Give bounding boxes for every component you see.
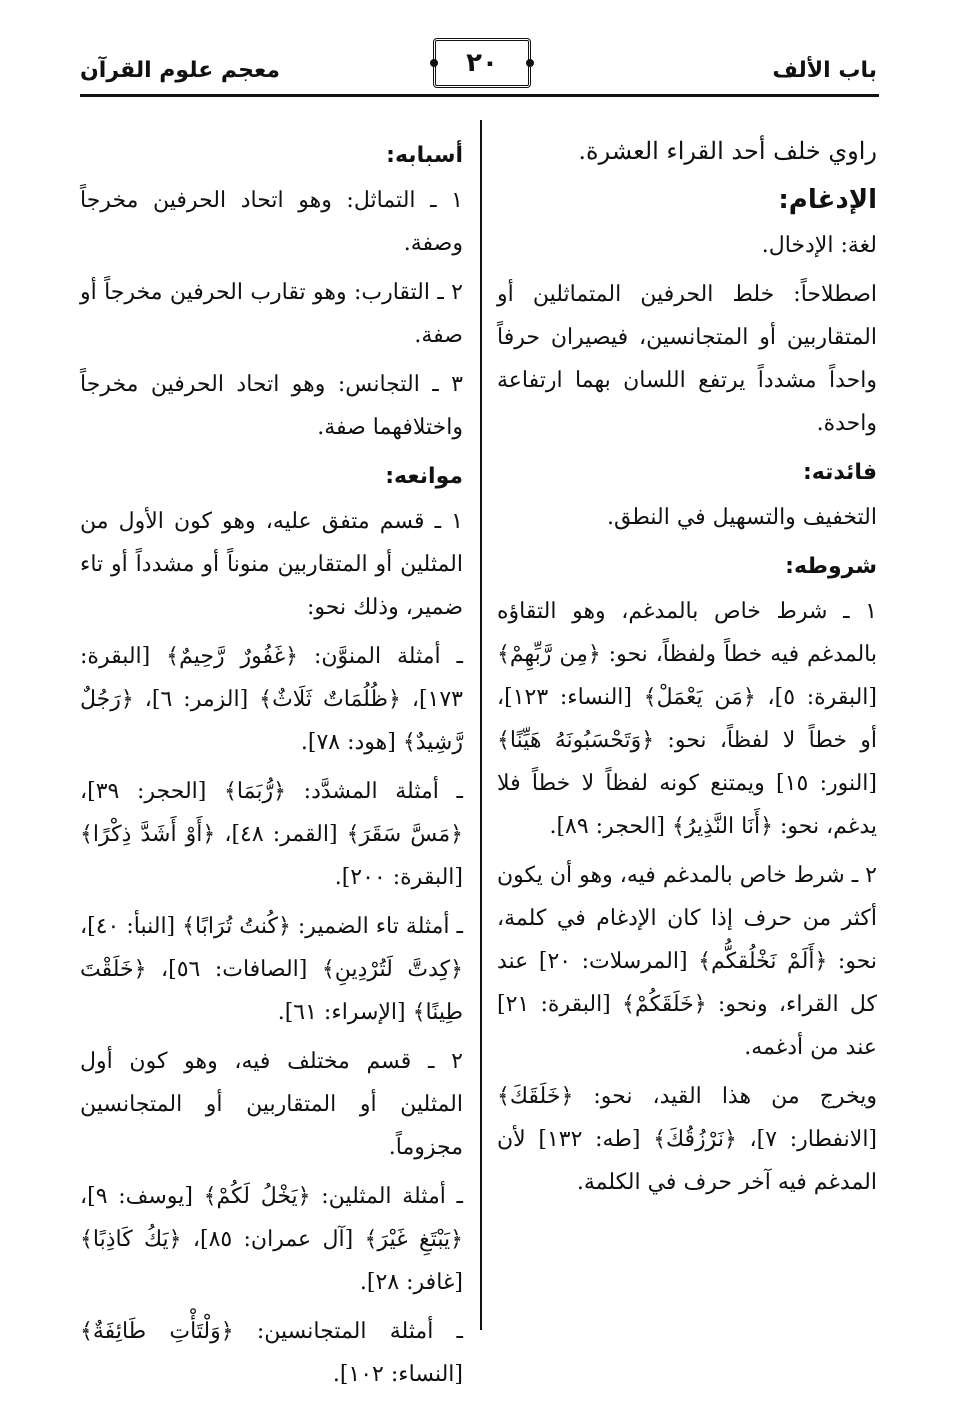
heading-asbab: أسبابه: bbox=[386, 143, 463, 168]
heading-idgham: الإدغام: bbox=[778, 185, 877, 215]
paragraph-qism-1: ١ ـ قسم متفق عليه، وهو كون الأول من المثلين أو المتقاربين منوناً أو مشدداً أو تاء ضمير، وذلك نحو: bbox=[80, 509, 463, 620]
paragraph-mutajanisayn-examples: ـ أمثلة المتجانسين: ﴿وَلْتَأْتِ طَائِفَةٌ﴾ [النساء: ١٠٢]. bbox=[80, 1319, 463, 1387]
paragraph-shart-2: ٢ ـ شرط خاص بالمدغم فيه، وهو أن يكون أكثر من حرف إذا كان الإدغام في كلمة، نحو: ﴿أَلَمْ نَخْلُقكُّم﴾ [المرسلات: ٢٠] عند كل القراء، ونحو: ﴿خَلَقَكُمْ﴾ [البقرة: ٢١] عند من أدغمه. bbox=[497, 863, 878, 1060]
paragraph-mithlayn-examples: ـ أمثلة المثلين: ﴿يَخْلُ لَكُمْ﴾ [يوسف: ٩]، ﴿يَبْتَغِ غَيْرَ﴾ [آل عمران: ٨٥]، ﴿يَكُ كَاذِبًا﴾ [غافر: ٢٨]. bbox=[80, 1184, 463, 1295]
paragraph-tadamir-examples: ـ أمثلة تاء الضمير: ﴿كُنتُ تُرَابًا﴾ [النبأ: ٤٠]، ﴿كِدتَّ لَتُرْدِينِ﴾ [الصافات: ٥٦]، ﴿خَلَقْتَ طِينًا﴾ [الإسراء: ٦١]. bbox=[80, 914, 463, 1025]
right-column bbox=[497, 130, 877, 1210]
heading-shurut: شروطه: bbox=[785, 554, 877, 579]
paragraph-yakhruj: ويخرج من هذا القيد، نحو: ﴿خَلَقَكَ﴾ [الانفطار: ٧]، ﴿نَرْزُقُكَ﴾ [طه: ١٣٢] لأن المدغم فيه آخر حرف في الكلمة. bbox=[497, 1084, 878, 1195]
paragraph-munawwan-examples: ـ أمثلة المنوَّن: ﴿غَفُورٌ رَّحِيمٌ﴾ [البقرة: ١٧٣]، ﴿ظُلُمَاتٌ ثَلَاثٌ﴾ [الزمر: ٦]، ﴿رَجُلٌ رَّشِيدٌ﴾ [هود: ٧٨]. bbox=[80, 644, 463, 755]
page-number: ٢٠ bbox=[433, 38, 531, 88]
paragraph-istilah: اصطلاحاً: خلط الحرفين المتماثلين أو المتقاربين أو المتجانسين، فيصيران حرفاً واحداً مشدداً يرتفع اللسان بهما ارتفاعة واحدة. bbox=[497, 282, 877, 436]
paragraph-tajanus: ٣ ـ التجانس: وهو اتحاد الحرفين مخرجاً واختلافهما صفة. bbox=[80, 372, 463, 440]
heading-faida: فائدته: bbox=[802, 460, 877, 485]
paragraph-shart-1: ١ ـ شرط خاص بالمدغم، وهو التقاؤه بالمدغم فيه خطاً ولفظاً، نحو: ﴿مِن رَّبِّهِمْ﴾ [البقرة: ٥]، ﴿مَن يَعْمَلْ﴾ [النساء: ١٢٣]، أو خطاً لا لفظاً، نحو: ﴿وَتَحْسَبُونَهُ هَيِّنًا﴾ [النور: ١٥] ويمتنع كونه لفظاً لا خطاً فلا يدغم، نحو: ﴿أَنَا النَّذِيرُ﴾ [الحجر: ٨٩]. bbox=[497, 599, 878, 839]
paragraph-mushaddad-examples: ـ أمثلة المشدَّد: ﴿رُّبَمَا﴾ [الحجر: ٣٩]، ﴿مَسَّ سَقَرَ﴾ [القمر: ٤٨]، ﴿أَوْ أَشَدَّ ذِكْرًا﴾ [البقرة: ٢٠٠]. bbox=[80, 779, 463, 890]
left-column bbox=[80, 130, 463, 1402]
paragraph-tamathul: ١ ـ التماثل: وهو اتحاد الحرفين مخرجاً وصفة. bbox=[80, 188, 463, 256]
column-divider bbox=[480, 120, 482, 1330]
heading-mawani: موانعه: bbox=[385, 464, 463, 489]
header-rule bbox=[80, 94, 879, 97]
paragraph-rawi: راوي خلف أحد القراء العشرة. bbox=[578, 137, 877, 165]
paragraph-lugha: لغة: الإدخال. bbox=[761, 233, 877, 258]
paragraph-qism-2: ٢ ـ قسم مختلف فيه، وهو كون أول المثلين أو المتقاربين أو المتجانسين مجزوماً. bbox=[80, 1049, 463, 1160]
section-title: باب الألف bbox=[772, 58, 877, 83]
paragraph-taqarub: ٢ ـ التقارب: وهو تقارب الحرفين مخرجاً أو صفة. bbox=[80, 280, 463, 348]
book-title: معجم علوم القرآن bbox=[80, 58, 281, 83]
paragraph-faida: التخفيف والتسهيل في النطق. bbox=[606, 505, 877, 530]
